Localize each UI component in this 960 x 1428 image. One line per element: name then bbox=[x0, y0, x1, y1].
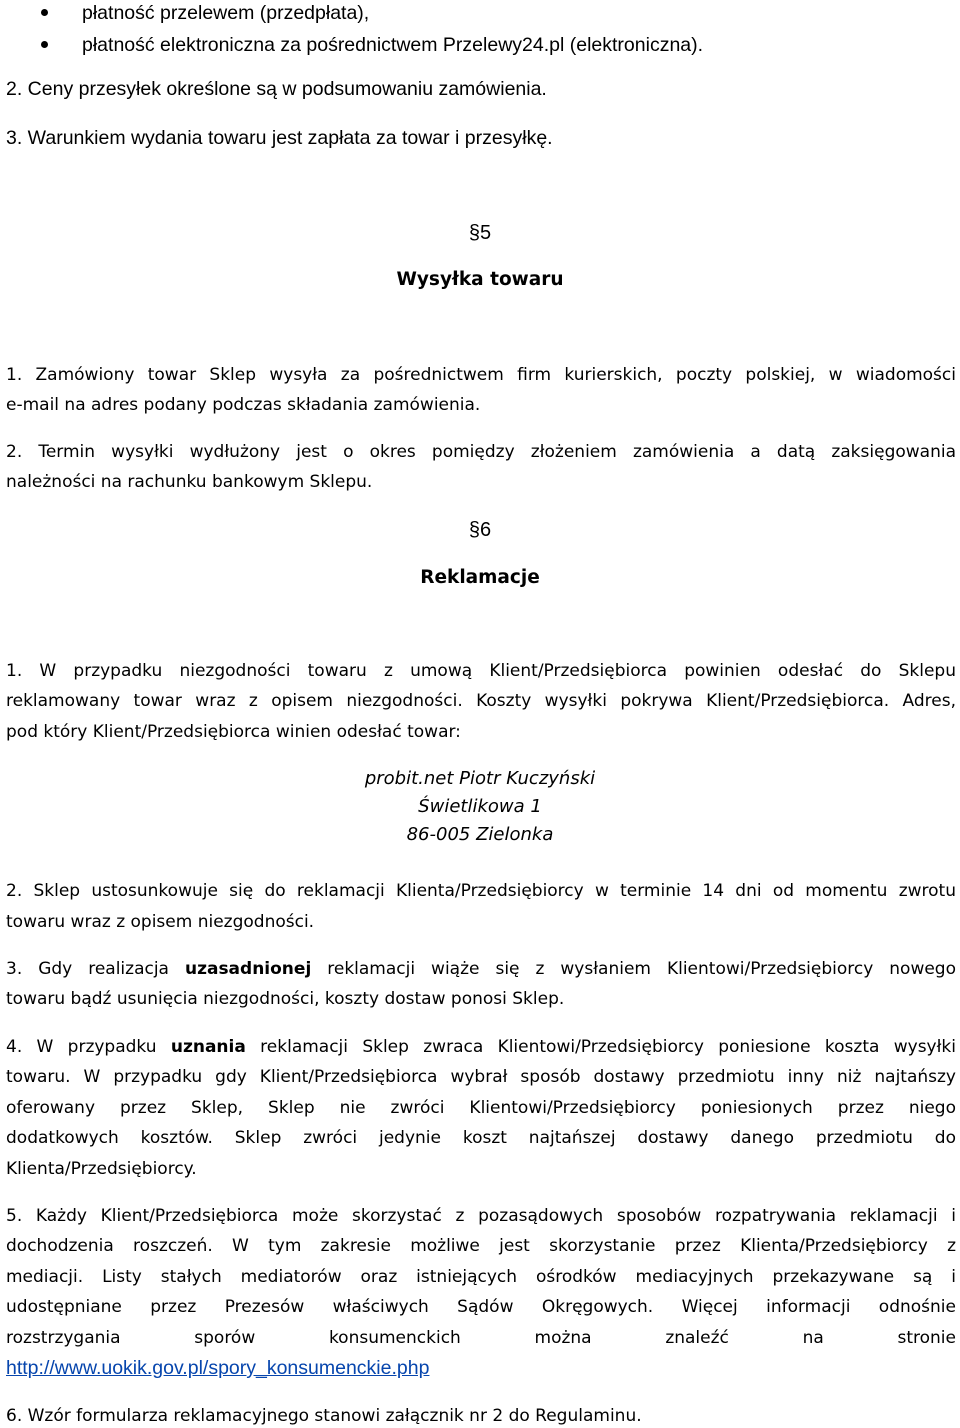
paragraph-line: towaru bądź usunięcia niezgodności, koszty dostaw ponosi Sklep. bbox=[6, 989, 565, 1009]
paragraph-line: należności na rachunku bankowym Sklepu. bbox=[6, 472, 373, 492]
uokik-link[interactable]: http://www.uokik.gov.pl/spory_konsumenckie.php bbox=[6, 1357, 430, 1379]
paragraph-line: 1. Zamówiony towar Sklep wysyła za pośrednictwem firm kurierskich, poczty polskiej, w wiadomości bbox=[6, 365, 956, 385]
paragraph-line bbox=[6, 1356, 956, 1380]
bullet-dot bbox=[41, 41, 48, 48]
section-number: §5 bbox=[468, 222, 492, 244]
address-line: 86-005 Zielonka bbox=[406, 824, 554, 845]
paragraph-line: Klienta/Przedsiębiorcy. bbox=[6, 1159, 197, 1179]
paragraph-line bbox=[6, 1035, 956, 1059]
section-number: §6 bbox=[468, 519, 492, 541]
section-title: Reklamacje bbox=[420, 567, 540, 588]
bullet-text: płatność elektroniczna za pośrednictwem Przelewy24.pl (elektroniczna). bbox=[82, 34, 704, 56]
paragraph-line: towaru wraz z opisem niezgodności. bbox=[6, 912, 315, 932]
text-run: reklamacji Sklep zwraca Klientowi/Przedsiębiorcy poniesione koszta wysyłki bbox=[260, 1037, 957, 1057]
paragraph-line: dodatkowych kosztów. Sklep zwróci jedynie koszt najtańszej dostawy danego przedmiotu do bbox=[6, 1128, 956, 1148]
paragraph-line: rozstrzygania sporów konsumenckich można znaleźć na stronie bbox=[6, 1328, 956, 1348]
paragraph-line: 2. Termin wysyłki wydłużony jest o okres pomiędzy złożeniem zamówienia a datą zaksięgowania bbox=[6, 442, 956, 462]
paragraph-line: dochodzenia roszczeń. W tym zakresie możliwe jest skorzystanie przez Klienta/Przedsiębiorcy z bbox=[6, 1236, 956, 1256]
paragraph-line: udostępniane przez Prezesów właściwych Sądów Okręgowych. Więcej informacji odnośnie bbox=[6, 1297, 956, 1317]
paragraph-line: oferowany przez Sklep, Sklep nie zwróci Klientowi/Przedsiębiorcy poniesionych przez niego bbox=[6, 1098, 956, 1118]
bullet-text: płatność przelewem (przedpłata), bbox=[82, 2, 370, 24]
paragraph-line: e-mail na adres podany podczas składania zamówienia. bbox=[6, 395, 481, 415]
bold-term: uznania bbox=[170, 1037, 246, 1057]
bullet-dot bbox=[41, 9, 48, 16]
section-title: Wysyłka towaru bbox=[396, 269, 564, 290]
paragraph-line: towaru. W przypadku gdy Klient/Przedsiębiorca wybrał sposób dostawy przedmiotu inny niż najtańszy bbox=[6, 1067, 956, 1087]
paragraph-line: 5. Każdy Klient/Przedsiębiorca może skorzystać z pozasądowych sposobów rozpatrywania reklamacji i bbox=[6, 1206, 956, 1226]
text-run: 3. Gdy realizacja bbox=[6, 959, 169, 979]
address-line: probit.net Piotr Kuczyński bbox=[364, 768, 596, 789]
paragraph-line: reklamowany towar wraz z opisem niezgodności. Koszty wysyłki pokrywa Klient/Przedsiębiorca. Adres, bbox=[6, 691, 956, 711]
paragraph-line: 2. Sklep ustosunkowuje się do reklamacji Klienta/Przedsiębiorcy w terminie 14 dni od momentu zwrotu bbox=[6, 881, 956, 901]
paragraph-line bbox=[6, 957, 956, 981]
text-run: 4. W przypadku bbox=[6, 1037, 157, 1057]
paragraph-item: 2. Ceny przesyłek określone są w podsumowaniu zamówienia. bbox=[6, 78, 547, 100]
text-run: reklamacji wiąże się z wysłaniem Klientowi/Przedsiębiorcy nowego bbox=[327, 959, 956, 979]
paragraph-item: 3. Warunkiem wydania towaru jest zapłata za towar i przesyłkę. bbox=[6, 127, 553, 149]
paragraph-line: mediacji. Listy stałych mediatorów oraz istniejących ośrodków mediacyjnych przekazywane są i bbox=[6, 1267, 956, 1287]
paragraph-line: 1. W przypadku niezgodności towaru z umową Klient/Przedsiębiorca powinien odesłać do Sklepu bbox=[6, 661, 956, 681]
address-line: Świetlikowa 1 bbox=[418, 796, 542, 817]
paragraph-line: pod który Klient/Przedsiębiorca winien odesłać towar: bbox=[6, 722, 461, 742]
bold-term: uzasadnionej bbox=[184, 959, 312, 979]
paragraph-line: 6. Wzór formularza reklamacyjnego stanowi załącznik nr 2 do Regulaminu. bbox=[6, 1406, 642, 1426]
